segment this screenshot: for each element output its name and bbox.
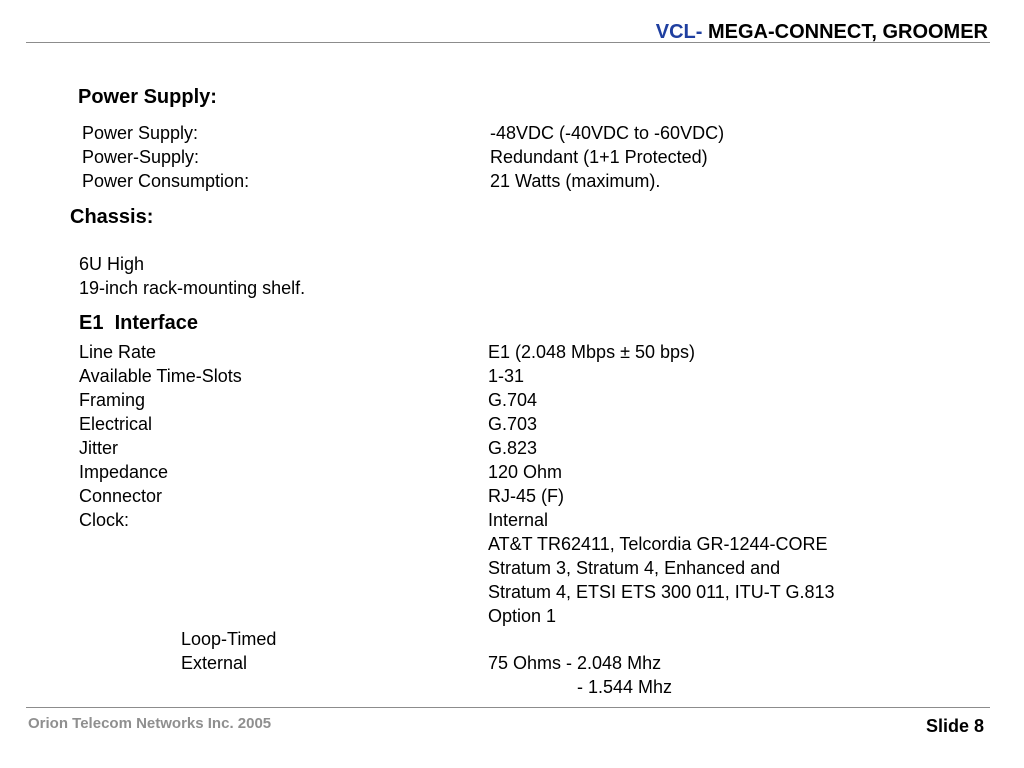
footer-divider: [26, 707, 990, 708]
chassis-height: 6U High: [79, 254, 145, 274]
slide-title-prefix: VCL-: [655, 21, 703, 43]
clock-standard-line: AT&T TR62411, Telcordia GR-1244-CORE: [488, 534, 828, 554]
connector-value: RJ-45 (F): [488, 486, 564, 506]
chassis-mounting: 19-inch rack-mounting shelf.: [79, 278, 306, 298]
loop-timed-label: Loop-Timed: [181, 629, 277, 649]
external-clock-value: 75 Ohms - 2.048 Mhz: [488, 653, 662, 673]
jitter-label: Jitter: [79, 438, 119, 458]
slide-title-text: MEGA-CONNECT, GROOMER: [702, 21, 988, 43]
connector-label: Connector: [79, 486, 163, 506]
line-rate-label: Line Rate: [79, 342, 157, 362]
jitter-value: G.823: [488, 438, 538, 458]
clock-standard-line: Option 1: [488, 606, 557, 626]
clock-label: Clock:: [79, 510, 130, 530]
electrical-label: Electrical: [79, 414, 153, 434]
impedance-label: Impedance: [79, 462, 169, 482]
impedance-value: 120 Ohm: [488, 462, 563, 482]
clock-standard-line: Stratum 3, Stratum 4, Enhanced and: [488, 558, 781, 578]
power-supply-heading: Power Supply:: [78, 86, 217, 108]
framing-label: Framing: [79, 390, 146, 410]
slide-number: Slide 8: [925, 716, 984, 736]
line-rate-value: E1 (2.048 Mbps ± 50 bps): [488, 342, 695, 362]
footer-company: Orion Telecom Networks Inc. 2005: [28, 715, 272, 732]
power-supply-value: -48VDC (-40VDC to -60VDC): [490, 123, 725, 143]
power-consumption-value: 21 Watts (maximum).: [490, 171, 661, 191]
e1-interface-heading: E1 Interface: [79, 312, 198, 334]
external-clock-label: External: [181, 653, 248, 673]
power-redundancy-label: Power-Supply:: [82, 147, 200, 167]
header-divider: [26, 42, 990, 43]
electrical-value: G.703: [488, 414, 538, 434]
power-supply-label: Power Supply:: [82, 123, 199, 143]
clock-value: Internal: [488, 510, 549, 530]
power-redundancy-value: Redundant (1+1 Protected): [490, 147, 708, 167]
slide-title: [656, 21, 988, 44]
chassis-heading: Chassis:: [70, 206, 154, 228]
framing-value: G.704: [488, 390, 538, 410]
external-clock-value-alt: - 1.544 Mhz: [577, 677, 673, 697]
time-slots-label: Available Time-Slots: [79, 366, 242, 386]
time-slots-value: 1-31: [488, 366, 525, 386]
clock-standard-line: Stratum 4, ETSI ETS 300 011, ITU-T G.813: [488, 582, 835, 602]
power-consumption-label: Power Consumption:: [82, 171, 250, 191]
